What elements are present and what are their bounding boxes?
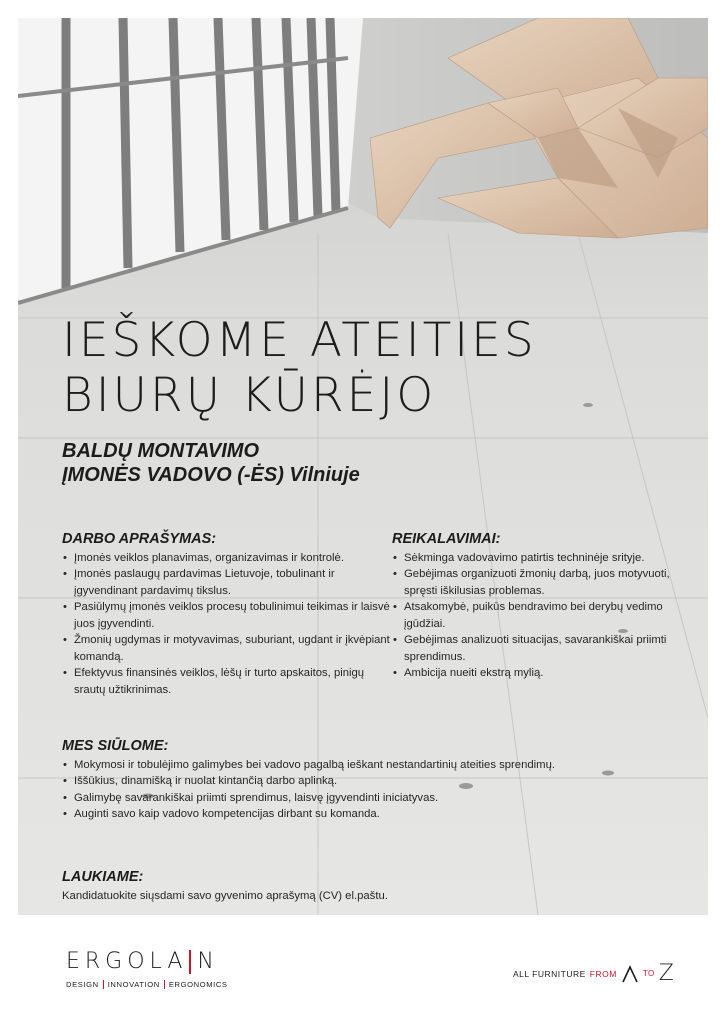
slogan-z: Z [658,961,675,986]
we-offer-title: MES SIŪLOME: [62,738,169,754]
logo-red-bar [189,950,191,974]
requirements-list [392,550,692,682]
list-item: • Mokymosi ir tobulėjimo galimybes bei vadovo pagalbą ieškant nestandartinių ateities sprendimų. [62,757,682,774]
list-item: • Efektyvus finansinės veiklos, lėšų ir turto apskaitos, pinigų srautų užtikrinimas. [62,665,392,698]
ergolain-logo[interactable] [66,949,228,989]
job-description-title: DARBO APRAŠYMAS: [62,531,217,547]
job-description-list [62,550,392,699]
list-item: • Žmonių ugdymas ir motyvavimas, suburiant, ugdant ir įkvėpiant komandą. [62,632,392,665]
requirements-section [392,531,692,682]
letter-a-icon [621,965,639,983]
slogan-from: FROM [589,968,617,979]
list-item: • Gebėjimas organizuoti žmonių darbą, juos motyvuoti, spręsti iškilusias problemas. [392,566,692,599]
list-item: • Gebėjimas analizuoti situacijas, savarankiškai priimti sprendimus. [392,632,692,665]
list-item: • Pasiūlymų įmonės veiklos procesų tobulinimui teikimas ir laisvė juos įgyvendinti. [62,599,392,632]
we-offer-list [62,757,682,823]
waiting-text: Kandidatuokite siųsdami savo gyvenimo aprašymą (CV) el.paštu. [62,889,388,902]
list-item: • Ambicija nueiti ekstrą mylią. [392,665,692,682]
waiting-section [62,869,682,904]
position-title-line-2: ĮMONĖS VADOVO (-ĖS) Vilniuje [62,464,360,487]
list-item: • Įmonės veiklos planavimas, organizavimas ir kontrolė. [62,550,392,567]
slogan [513,961,674,986]
headline [62,314,537,423]
footer [0,915,724,1024]
job-description-section [62,531,392,698]
tagline-ergonomics: ERGONOMICS [168,980,228,989]
list-item: • Auginti savo kaip vadovo kompetencijas dirbant su komanda. [62,806,682,823]
logo-tagline [66,980,228,989]
tagline-innovation: INNOVATION [107,980,160,989]
logo-wordmark [66,949,228,974]
we-offer-section [62,738,682,823]
tagline-separator [164,980,165,989]
requirements-title: REIKALAVIMAI: [392,531,501,547]
poster-panel [18,18,708,915]
position-title [62,439,360,488]
tagline-separator [103,980,104,989]
headline-line-2: BIURŲ KŪRĖJO [62,367,437,423]
list-item: • Sėkminga vadovavimo patirtis techninėje srityje. [392,550,692,567]
logo-word-left: ERGOLA [66,949,188,974]
position-title-line-1: BALDŲ MONTAVIMO [62,440,260,462]
list-item: • Iššūkius, dinamišką ir nuolat kintančią darbo aplinką. [62,773,682,790]
list-item: • Įmonės paslaugų pardavimas Lietuvoje, tobulinant ir įgyvendinant pardavimų tikslus. [62,566,392,599]
list-item: • Galimybę savarankiškai priimti sprendimus, laisvę įgyvendinti iniciatyvas. [62,790,682,807]
headline-line-1: IEŠKOME ATEITIES [62,313,537,368]
logo-word-right: N [197,949,219,974]
slogan-text: ALL FURNITURE [513,968,586,979]
waiting-title: LAUKIAME: [62,869,144,885]
slogan-to: TO [642,969,655,978]
list-item: • Atsakomybė, puikūs bendravimo bei derybų vedimo įgūdžiai. [392,599,692,632]
tagline-design: DESIGN [66,980,99,989]
